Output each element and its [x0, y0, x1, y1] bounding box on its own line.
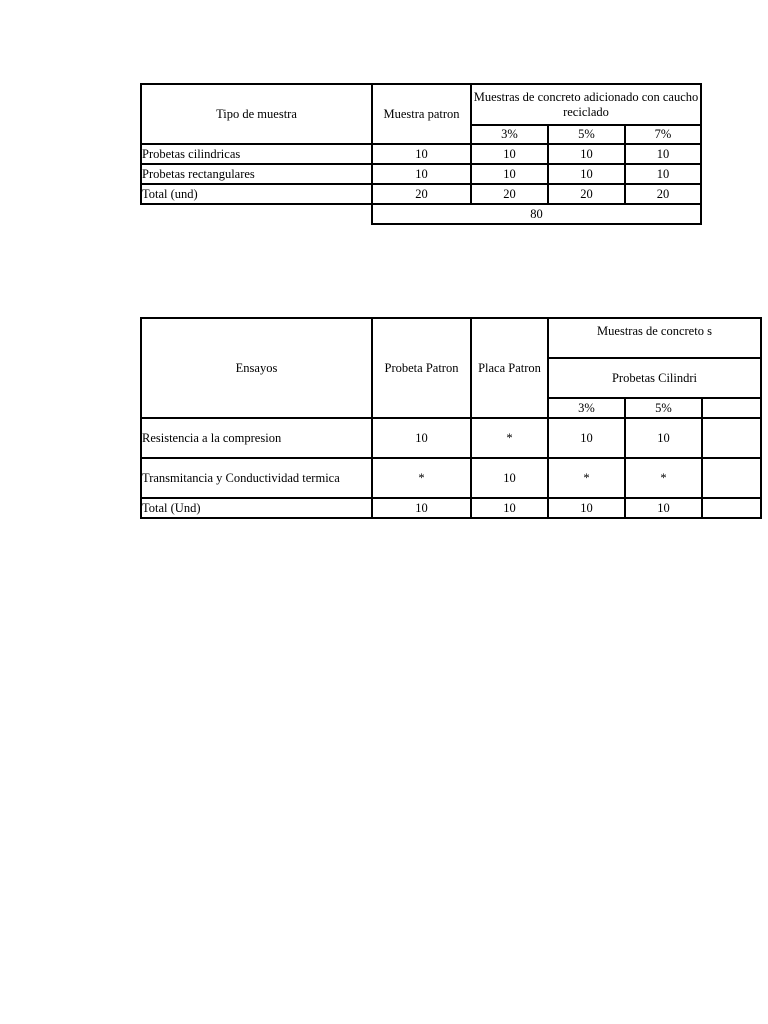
- table-tests: [140, 317, 762, 519]
- table-row: [141, 418, 761, 458]
- header-placa-patron: Placa Patron: [471, 318, 548, 418]
- header-pct-3: 3%: [471, 125, 548, 144]
- cell: 10: [372, 144, 471, 164]
- header-ensayos: Ensayos: [141, 318, 372, 418]
- cell: *: [372, 458, 471, 498]
- cell: *: [625, 458, 702, 498]
- cell: 10: [548, 498, 625, 518]
- row-label: Total (Und): [141, 498, 372, 518]
- row-label: Probetas cilindricas: [141, 144, 372, 164]
- cell: 10: [471, 458, 548, 498]
- table-row: [141, 184, 701, 204]
- cell: 10: [372, 418, 471, 458]
- cell-empty: [702, 418, 761, 458]
- table-samples-wrapper: [140, 83, 700, 228]
- cell: 10: [471, 164, 548, 184]
- header-pct-3: 3%: [548, 398, 625, 418]
- header-pct-empty: [702, 398, 761, 418]
- cell: 10: [548, 144, 625, 164]
- cell: 10: [548, 418, 625, 458]
- cell: 20: [471, 184, 548, 204]
- header-pct-5: 5%: [548, 125, 625, 144]
- cell: 10: [471, 144, 548, 164]
- cell: *: [548, 458, 625, 498]
- table-tests-wrapper: [140, 317, 712, 523]
- row-label: Transmitancia y Conductividad termica: [141, 458, 372, 498]
- header-muestra-patron: Muestra patron: [372, 84, 471, 144]
- header-concrete-group: Muestras de concreto s: [548, 318, 761, 358]
- header-pct-5: 5%: [625, 398, 702, 418]
- header-pct-7: 7%: [625, 125, 701, 144]
- cell: *: [471, 418, 548, 458]
- row-label: Resistencia a la compresion: [141, 418, 372, 458]
- table-row: [141, 164, 701, 184]
- cell: 10: [625, 144, 701, 164]
- cell: 10: [372, 498, 471, 518]
- cell: 20: [372, 184, 471, 204]
- table-row: [141, 458, 761, 498]
- table-row: [141, 144, 701, 164]
- table-samples: [140, 83, 702, 225]
- cell: 10: [372, 164, 471, 184]
- cell: 10: [625, 418, 702, 458]
- row-label: Total (und): [141, 184, 372, 204]
- empty-cell: [141, 204, 372, 224]
- grand-total: 80: [372, 204, 701, 224]
- table-row-grand-total: [141, 204, 701, 224]
- cell-empty: [702, 458, 761, 498]
- row-label: Probetas rectangulares: [141, 164, 372, 184]
- header-concrete-group: Muestras de concreto adicionado con caucho reciclado: [471, 84, 701, 125]
- cell: 20: [625, 184, 701, 204]
- table-row: [141, 498, 761, 518]
- header-probetas-cilindricas: Probetas Cilindri: [548, 358, 761, 398]
- header-tipo-muestra: Tipo de muestra: [141, 84, 372, 144]
- cell: 10: [548, 164, 625, 184]
- cell-empty: [702, 498, 761, 518]
- header-probeta-patron: Probeta Patron: [372, 318, 471, 418]
- cell: 10: [625, 498, 702, 518]
- cell: 10: [625, 164, 701, 184]
- cell: 20: [548, 184, 625, 204]
- cell: 10: [471, 498, 548, 518]
